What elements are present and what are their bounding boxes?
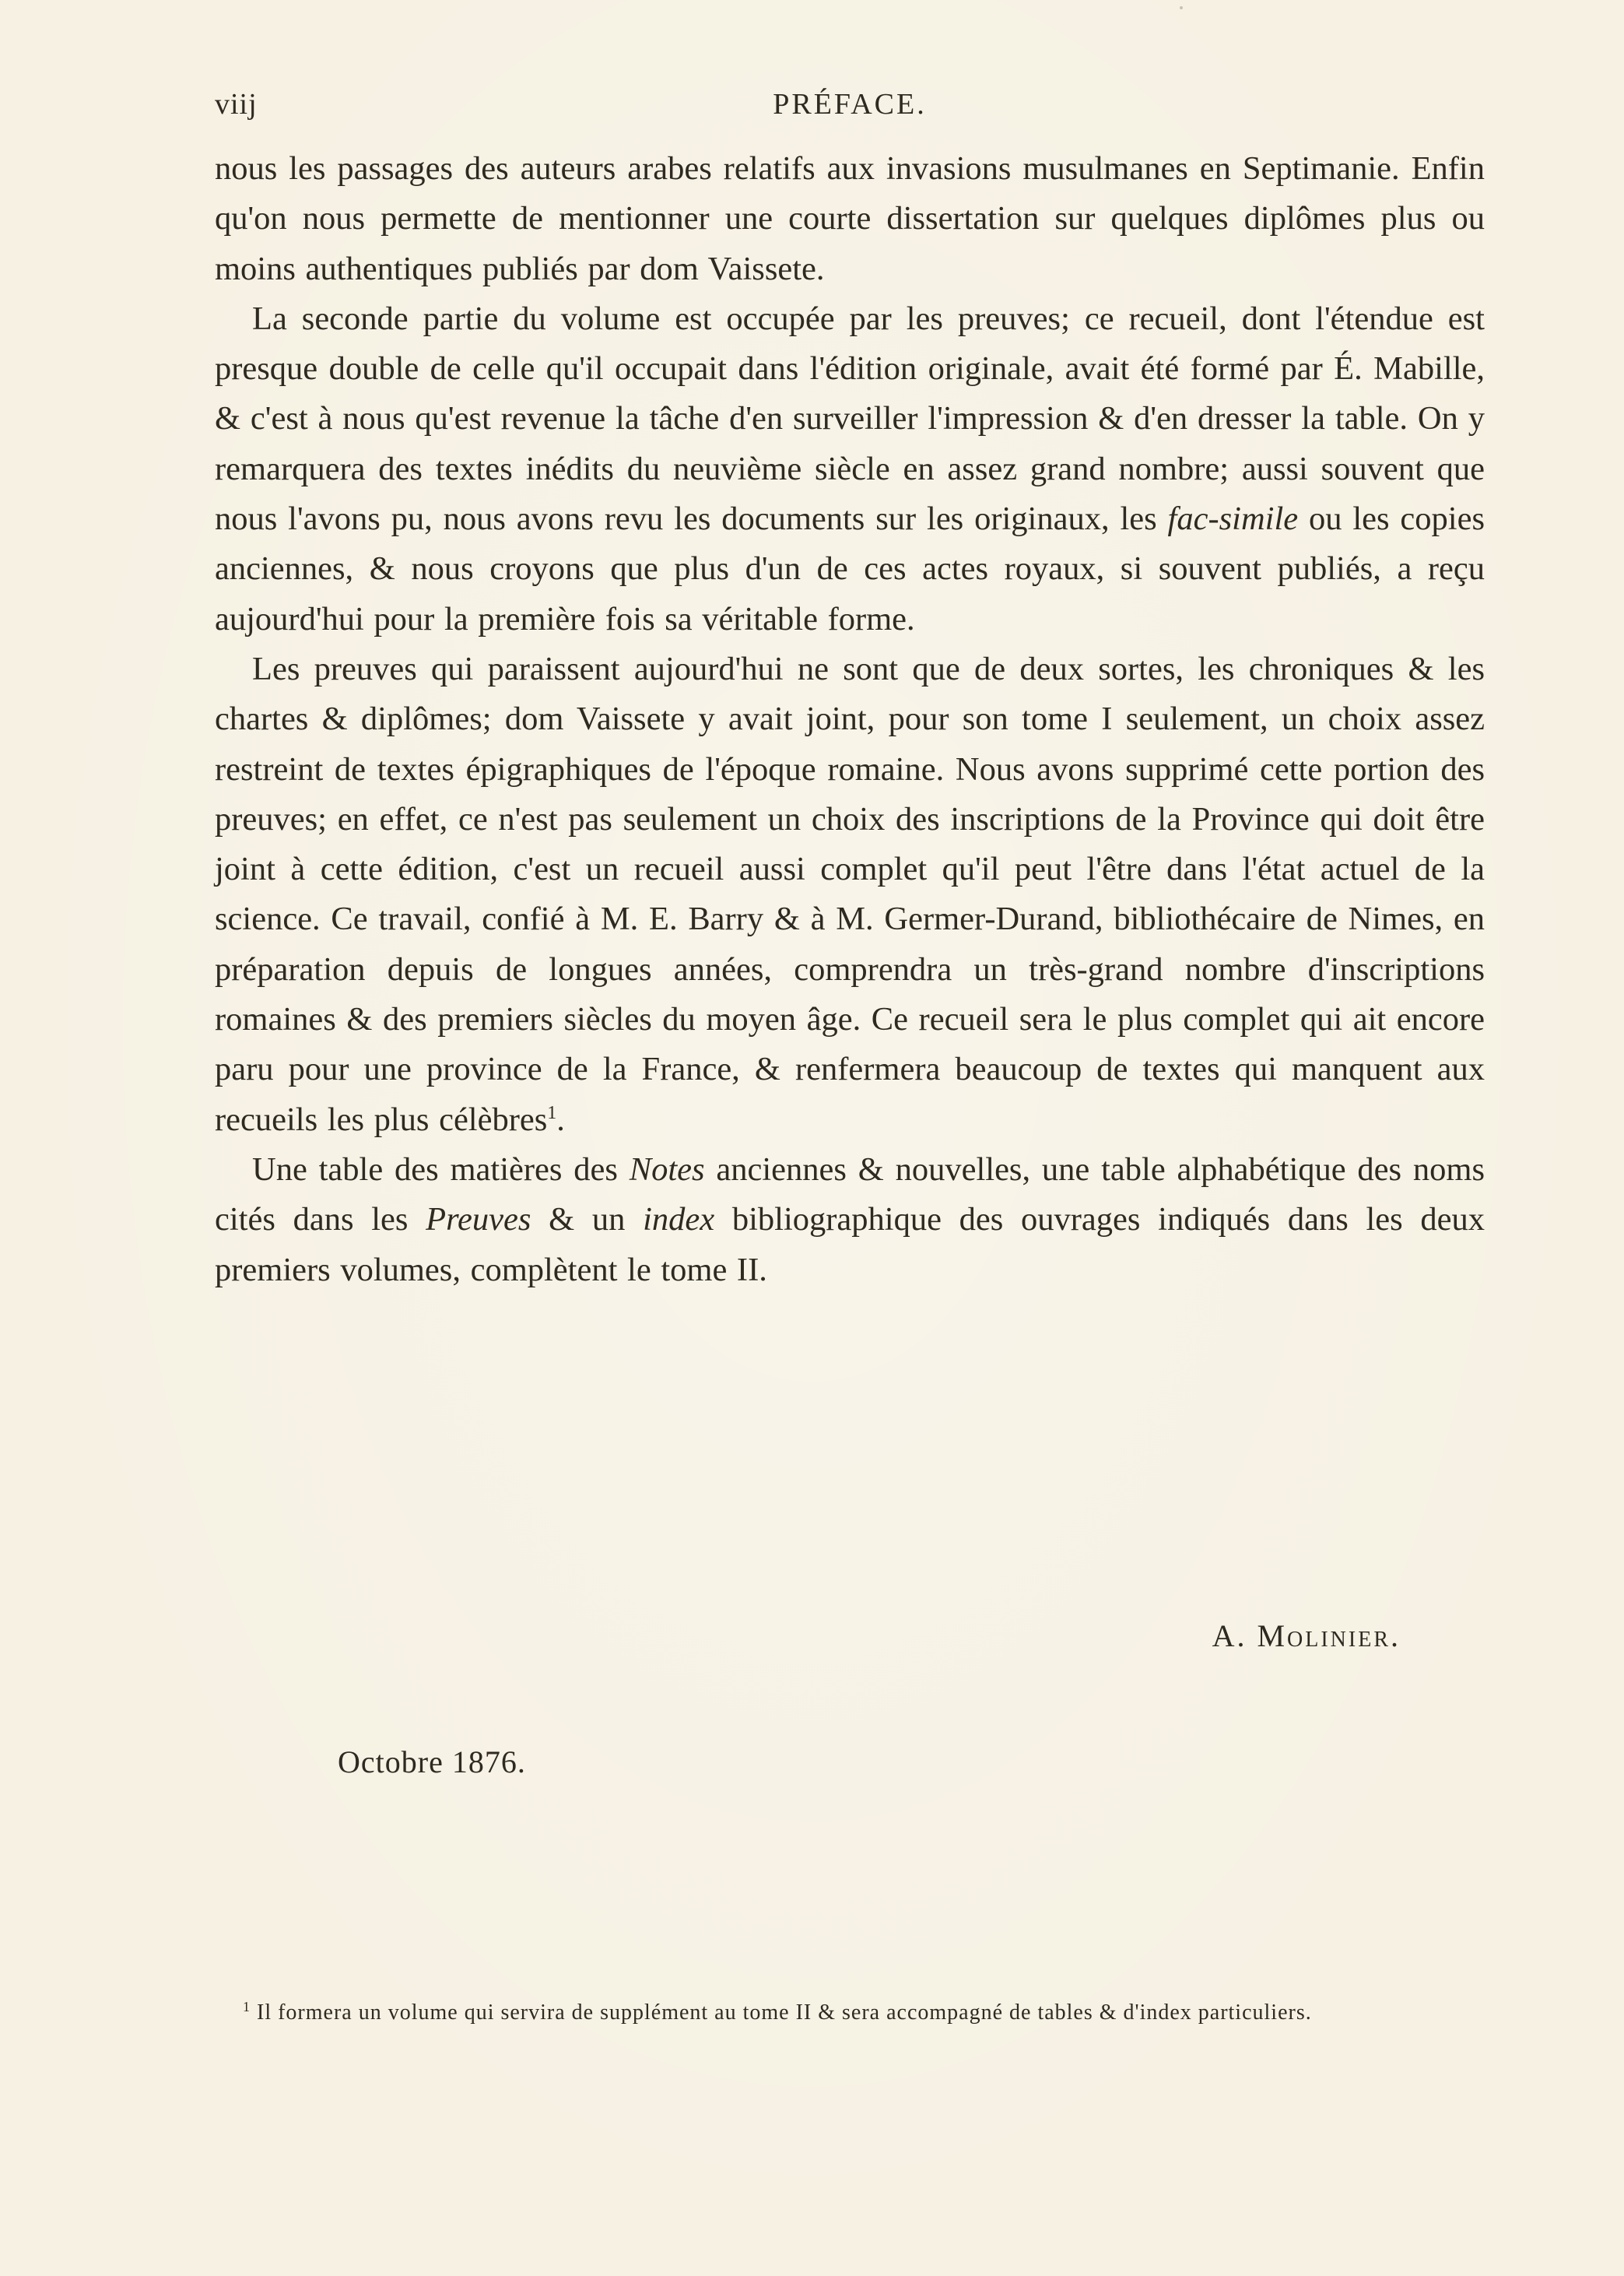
paragraph-2-text-b: ou les copies anciennes, & nous croyons que plus d'un de ces actes royaux, si souvent publiés, a reçu aujourd'hui pour la première fois sa véritable forme. [215,501,1485,637]
paragraph-1 [215,144,1485,294]
running-head [215,87,1485,126]
paragraph-4-text-c: & un [549,1201,626,1238]
paragraph-4 [215,1145,1485,1295]
paragraph-2-text-a: La seconde partie du volume est occupée par les preuves; ce recueil, dont l'étendue est presque double de celle qu'il occupait dans l'édition originale, avait été formé par É. Mabille, & c'est à nous qu'est revenue la tâche d'en surveiller l'impression & d'en dresser la table. On y remarquera des textes inédits du neuvième siècle en assez grand nombre; aussi souvent que nous l'avons pu, nous avons revu les documents sur les originaux, les [215,300,1485,538]
fac-simile-italic: fac-simile [1167,501,1299,538]
footnote-mark: 1 [243,1998,251,2014]
dateline: Octobre 1876. [338,1744,526,1779]
footnote [215,1999,1485,2027]
paragraph-4-text-d: bibliographique des ouvrages indiqués dans les deux premiers volumes, complètent le tome II. [215,1201,1485,1288]
page-number: viij [215,88,258,121]
paragraph-3 [215,645,1485,1145]
preuves-italic: Preuves [426,1201,531,1238]
body-text [215,144,1485,1295]
author-signature: A. Molinier. [1212,1618,1401,1653]
footnote-text: Il formera un volume qui servira de supplément au tome II & sera accompagné de tables & d'index particuliers. [257,2000,1312,2025]
paragraph-1-text: nous les passages des auteurs arabes relatifs aux invasions musulmanes en Septimanie. Enfin qu'on nous permette de mentionner une courte dissertation sur quelques diplômes plus ou moins authentiques publiés par dom Vaissete. [215,150,1485,287]
footnote-reference: 1 [547,1102,557,1123]
notes-italic: Notes [629,1150,705,1188]
paper-speck [1180,6,1183,9]
index-italic: index [643,1201,715,1238]
paragraph-3-text: Les preuves qui paraissent aujourd'hui ne sont que de deux sortes, les chroniques & les chartes & diplômes; dom Vaissete y avait joint, pour son tome I seulement, un choix assez restreint de textes épigraphiques de l'époque romaine. Nous avons supprimé cette portion des preuves; en effet, ce n'est pas seulement un choix des inscriptions de la Province qui doit être joint à cette édition, c'est un recueil aussi complet qu'il peut l'être dans l'état actuel de la science. Ce travail, confié à M. E. Barry & à M. Germer-Durand, bibliothécaire de Nimes, en préparation depuis de longues années, comprendra un très-grand nombre d'inscriptions romaines & des premiers siècles du moyen âge. Ce recueil sera le plus complet qui ait encore paru pour une province de la France, & renfermera beaucoup de textes qui manquent aux recueils les plus célèbres [215,650,1485,1138]
page-header-title: PRÉFACE. [773,88,927,121]
paragraph-4-text-b: anciennes & nouvelles, une table alphabétique des noms cités dans les [215,1150,1485,1238]
paragraph-4-text-a: Une table des matières des [252,1150,618,1188]
paragraph-3-end: . [556,1101,565,1138]
paragraph-2 [215,294,1485,645]
